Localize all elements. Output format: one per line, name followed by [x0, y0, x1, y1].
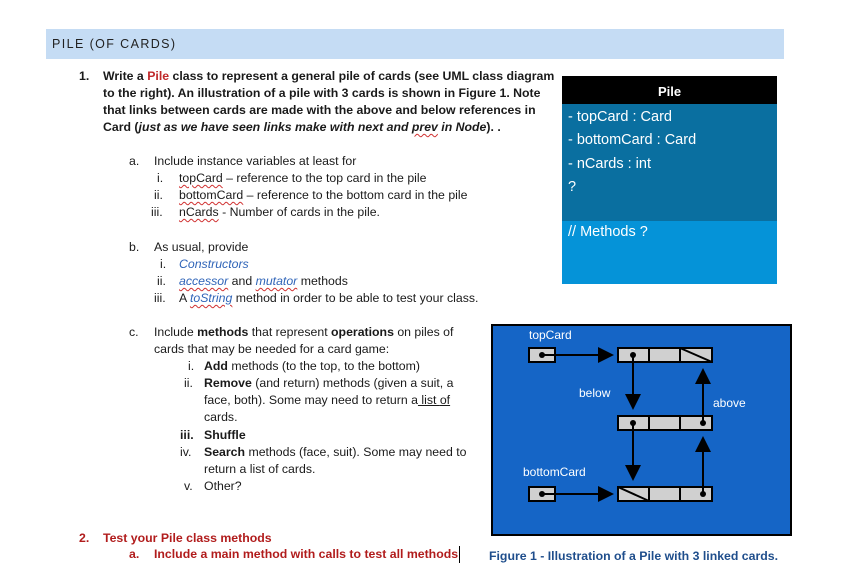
- uml-attr-bottomcard: - bottomCard : Card: [568, 132, 697, 148]
- q2a-marker: a.: [129, 547, 140, 561]
- q1-line-1: Write a Pile class to represent a general pile of cards (see UML class diagram: [103, 69, 555, 83]
- q1b-iii-text: A toString method in order to be able to test your class.: [179, 291, 479, 305]
- q1c-iv-text-2: return a list of cards.: [204, 462, 316, 476]
- q1c-iii-marker: iii.: [180, 428, 194, 442]
- q1c-v-marker: v.: [184, 479, 193, 493]
- section-title: PILE (OF CARDS): [52, 37, 177, 51]
- q1a-marker: a.: [129, 154, 140, 168]
- q1c-ii-text: Remove (and return) methods (given a suit, a: [204, 376, 454, 390]
- q1c-iv-text: Search methods (face, suit). Some may need to: [204, 445, 467, 459]
- q1b-text: As usual, provide: [154, 240, 249, 254]
- pile-figure: [491, 324, 792, 536]
- q1a-text: Include instance variables at least for: [154, 154, 357, 168]
- q1c-line-2: cards that may be needed for a card game:: [154, 342, 390, 356]
- q1c-i-text: Add methods (to the top, to the bottom): [204, 359, 420, 373]
- card-3: [618, 487, 712, 501]
- figure-caption: Figure 1 - Illustration of a Pile with 3 linked cards.: [489, 549, 779, 563]
- q1c-v-text: Other?: [204, 479, 242, 493]
- uml-class-name: Pile: [562, 76, 777, 104]
- label-above: above: [713, 396, 746, 410]
- text-cursor: [459, 546, 460, 563]
- label-bottomcard: bottomCard: [523, 465, 586, 479]
- q1c-ii-text-3: cards.: [204, 410, 238, 424]
- q1-line-4: Card (just as we have seen links make with next and prev in Node). .: [103, 120, 501, 134]
- q1a-ii-marker: ii.: [154, 188, 163, 202]
- q1b-i-marker: i.: [160, 257, 167, 271]
- uml-attr-more: ?: [568, 179, 577, 195]
- q1a-iii-text: nCards - Number of cards in the pile.: [179, 205, 380, 219]
- q1c-iii-text: Shuffle: [204, 428, 246, 442]
- q1c-ii-marker: ii.: [184, 376, 193, 390]
- q1b-ii-marker: ii.: [157, 274, 166, 288]
- q1-number: 1.: [79, 69, 90, 83]
- q1-line-2: to the right). An illustration of a pile with 3 cards is shown in Figure 1. Note: [103, 86, 541, 100]
- q1b-ii-text: accessor and mutator methods: [179, 274, 348, 288]
- q1c-marker: c.: [129, 325, 139, 339]
- q1a-ii-text: bottomCard – reference to the bottom card in the pile: [179, 188, 468, 202]
- q1a-i-marker: i.: [157, 171, 164, 185]
- q1b-iii-marker: iii.: [154, 291, 166, 305]
- bottomcard-reference: [529, 487, 612, 501]
- q2a-text: Include a main method with calls to test all methods: [154, 547, 459, 561]
- q1c-i-marker: i.: [188, 359, 195, 373]
- pile-diagram: [491, 324, 792, 536]
- uml-methods-placeholder: // Methods ?: [568, 224, 648, 240]
- topcard-reference: [529, 348, 612, 362]
- uml-attr-ncards: - nCards : int: [568, 156, 651, 172]
- label-topcard: topCard: [529, 328, 572, 342]
- q2-title: Test your Pile class methods: [103, 531, 272, 545]
- q1b-marker: b.: [129, 240, 140, 254]
- uml-attr-topcard: - topCard : Card: [568, 109, 672, 125]
- q1a-iii-marker: iii.: [151, 205, 163, 219]
- q1a-i-text: topCard – reference to the top card in the pile: [179, 171, 427, 185]
- q1c-line-1: Include methods that represent operations on piles of: [154, 325, 454, 339]
- q1-line-3: that links between cards are made with the above and below references in: [103, 103, 536, 117]
- q2-number: 2.: [79, 531, 90, 545]
- q1b-i-text: Constructors: [179, 257, 249, 271]
- q1c-iv-marker: iv.: [180, 445, 192, 459]
- label-below: below: [579, 386, 611, 400]
- q1c-ii-text-2: face, both). Some may need to return a list of: [204, 393, 451, 407]
